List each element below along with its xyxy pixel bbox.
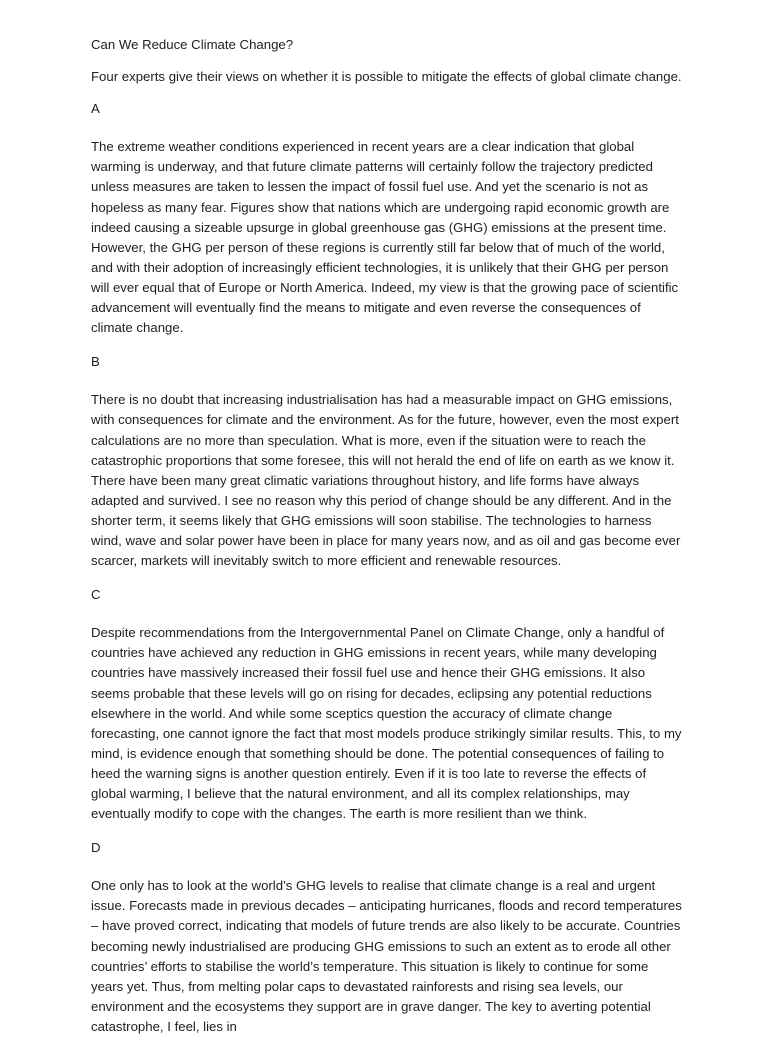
section-letter: B: [91, 354, 100, 370]
section-letter: C: [91, 587, 101, 603]
section-letter: A: [91, 101, 100, 117]
section-d: [91, 838, 683, 1037]
document-intro: Four experts give their views on whether it is possible to mitigate the effects of global climate change.: [91, 69, 682, 85]
section-letter: D: [91, 840, 101, 856]
section-paragraph: Despite recommendations from the Intergovernmental Panel on Climate Change, only a handful of countries have achieved any reduction in GHG emissions in recent years, while many developing countries have massively increased their fossil fuel use and hence their GHG emissions. It also seems probable that these levels will go on rising for decades, eclipsing any potential reductions elsewhere in the world. And while some sceptics question the accuracy of climate change forecasting, one cannot ignore the fact that most models produce strikingly similar results. This, to my mind, is evidence enough that something should be done. The potential consequences of failing to heed the warning signs is another question entirely. Even if it is too late to reverse the effects of global warming, I believe that the natural environment, and all its complex relationships, may eventually modify to cope with the changes. The earth is more resilient than we think.: [91, 625, 682, 822]
section-paragraph: There is no doubt that increasing industrialisation has had a measurable impact on GHG emissions, with consequences for climate and the environment. As for the future, however, even the most expert calculations are no more than speculation. What is more, even if the situation were to reach the catastrophic proportions that some foresee, this will not herald the end of life on earth as we know it. There have been many great climatic variations throughout history, and life forms have always adapted and survived. I see no reason why this period of change should be any different. And in the shorter term, it seems likely that GHG emissions will soon stabilise. The technologies to harness wind, wave and solar power have been in place for many years now, and as oil and gas become ever scarcer, markets will inevitably switch to more efficient and renewable resources.: [91, 392, 681, 569]
section-c: [91, 585, 683, 824]
section-b: [91, 352, 683, 571]
section-paragraph: One only has to look at the world’s GHG levels to realise that climate change is a real and urgent issue. Forecasts made in previous decades – anticipating hurricanes, floods and record temperatures – have proved correct, indicating that models of future trends are also likely to be accurate. Countries becoming newly industrialised are producing GHG emissions to such an extent as to erode all other countries’ efforts to stabilise the world’s temperature. This situation is likely to continue for some years yet. Thus, from melting polar caps to devastated rainforests and rising sea levels, our environment and the ecosystems they support are in grave danger. The key to averting potential catastrophe, I feel, lies in: [91, 878, 682, 1034]
section-a: [91, 99, 683, 338]
section-paragraph: The extreme weather conditions experienced in recent years are a clear indication that global warming is underway, and that future climate patterns will certainly follow the trajectory predicted unless measures are taken to lessen the impact of fossil fuel use. And yet the scenario is not as hopeless as many fear. Figures show that nations which are undergoing rapid economic growth are indeed causing a sizeable upsurge in global greenhouse gas (GHG) emissions at the present time. However, the GHG per person of these regions is currently still far below that of much of the world, and with their adoption of increasingly efficient technologies, it is unlikely that their GHG per person will ever equal that of Europe or North America. Indeed, my view is that the growing pace of scientific advancement will eventually find the means to mitigate and even reverse the consequences of climate change.: [91, 139, 679, 336]
document-title: Can We Reduce Climate Change?: [91, 37, 294, 52]
document-page: [91, 35, 683, 1051]
